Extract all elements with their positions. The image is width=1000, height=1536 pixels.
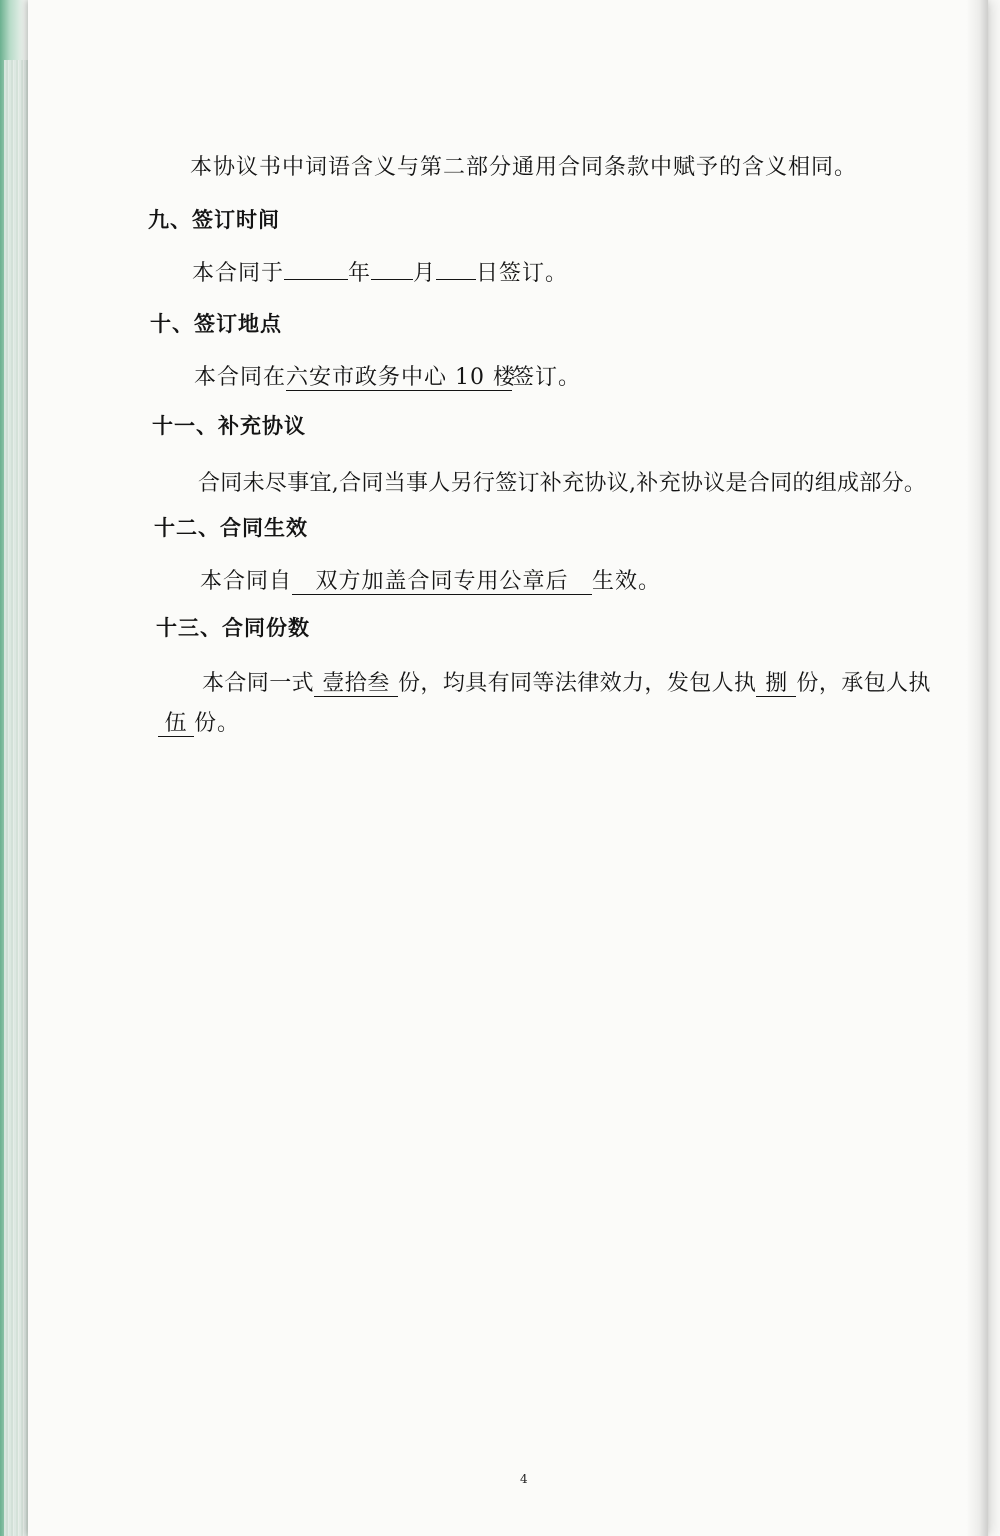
day-blank [436, 279, 476, 280]
effective-suffix: 生效。 [592, 569, 662, 594]
day-label: 日签订。 [476, 261, 569, 286]
page-edge-shadow [966, 0, 988, 1536]
section-13-body-line2 [158, 706, 240, 737]
page-number: 4 [520, 1472, 528, 1486]
year-blank [284, 279, 348, 280]
section-10-body [194, 360, 581, 391]
section-13-heading: 十三、合同份数 [156, 616, 310, 640]
year-label: 年 [348, 261, 372, 286]
section-12-body [200, 564, 661, 595]
signing-place-prefix: 本合同在 [194, 365, 287, 390]
section-11-heading: 十一、补充协议 [152, 414, 306, 438]
intro-line: 本协议书中词语含义与第二部分通用合同条款中赋予的含义相同。 [190, 155, 858, 180]
copies-mid-text-1: 份，均具有同等法律效力，发包人执 [398, 671, 757, 696]
binder-page-stack [4, 60, 28, 1536]
section-13-body-line1 [202, 666, 931, 697]
section-11-body: 合同未尽事宜,合同当事人另行签订补充协议,补充协议是合同的组成部分。 [198, 471, 927, 496]
signing-place-value: 六安市政务中心 10 楼 [286, 365, 516, 390]
copies-mid-text-2: 份，承包人执 [796, 671, 931, 696]
section-10-heading: 十、签订地点 [150, 312, 282, 336]
section-9-body [192, 256, 568, 287]
signing-place-suffix: 签订。 [512, 365, 582, 390]
month-label: 月 [413, 261, 437, 286]
month-blank [371, 279, 413, 280]
copies-end-text: 份。 [194, 711, 241, 736]
signing-date-prefix: 本合同于 [192, 261, 285, 286]
section-9-heading: 九、签订时间 [148, 208, 280, 232]
copies-prefix: 本合同一式 [202, 671, 315, 696]
employer-copies-value: 捌 [756, 672, 796, 697]
effective-condition: 双方加盖合同专用公章后 [292, 570, 592, 595]
section-12-heading: 十二、合同生效 [154, 516, 308, 540]
effective-prefix: 本合同自 [200, 569, 293, 594]
total-copies-value: 壹拾叁 [314, 672, 398, 697]
contractor-copies-value: 伍 [158, 712, 194, 737]
